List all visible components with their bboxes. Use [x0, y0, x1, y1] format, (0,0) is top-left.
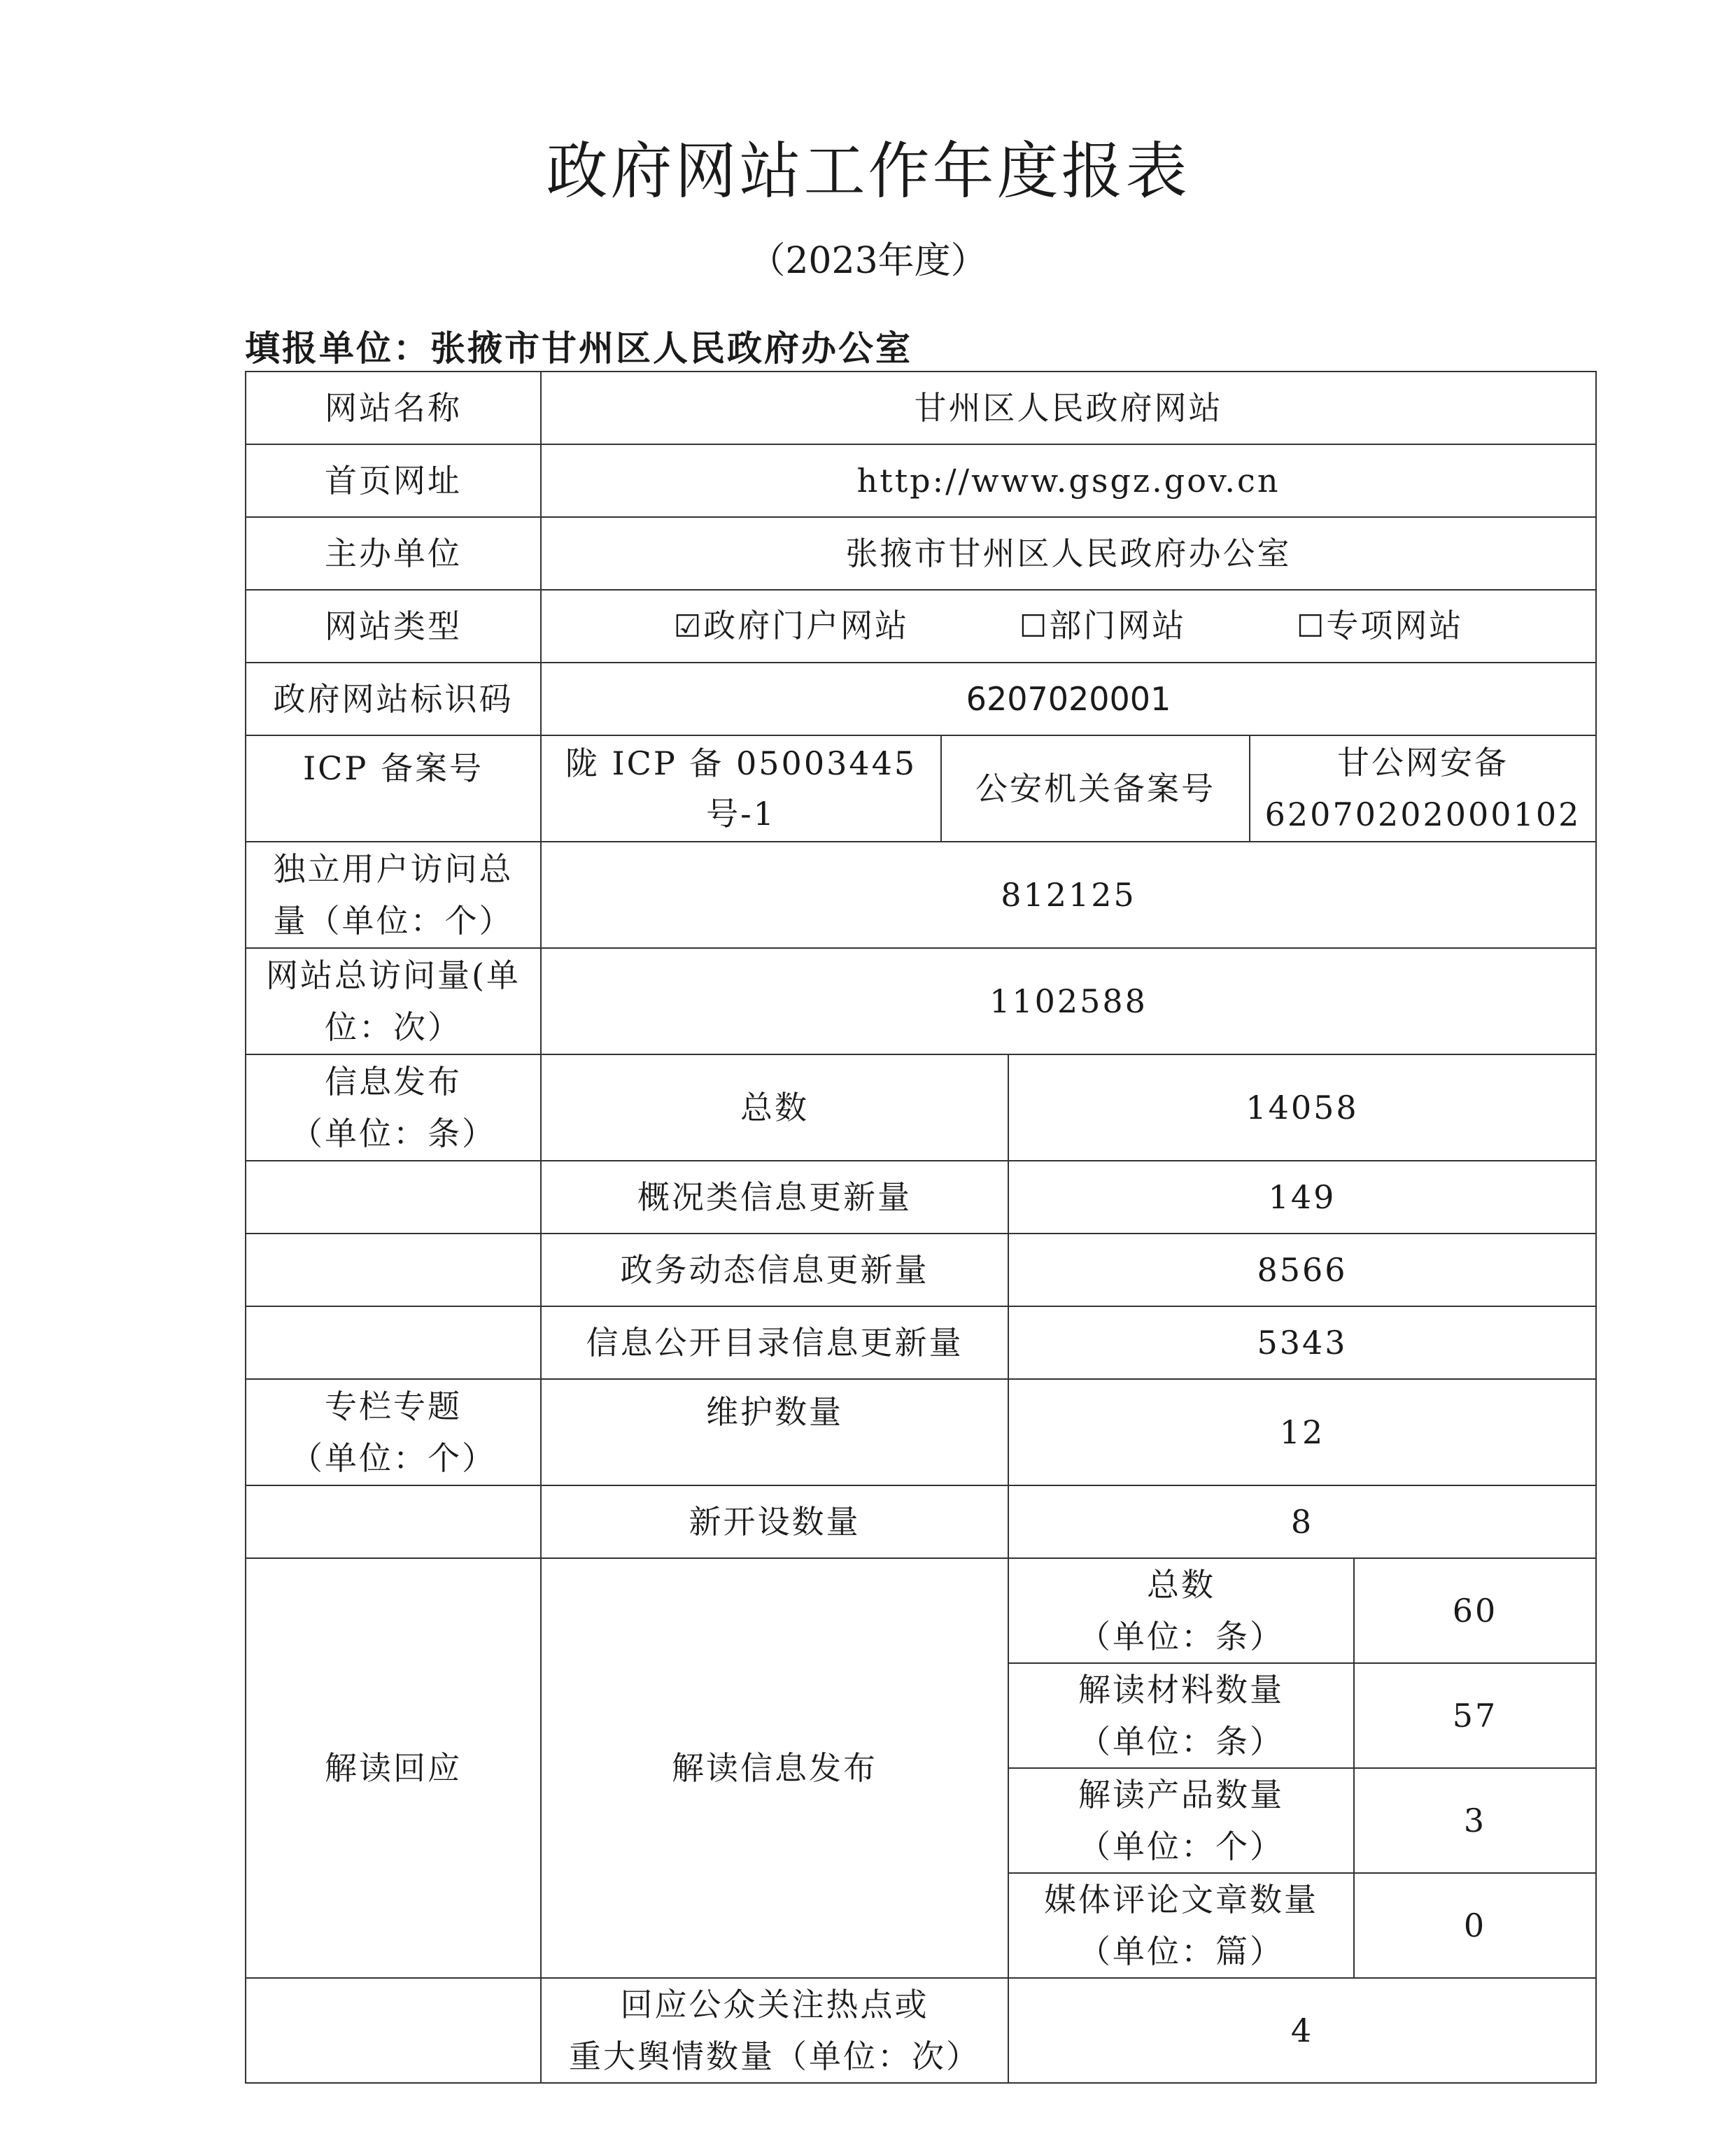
home-url-label: 首页网址 — [246, 444, 541, 517]
unchecked-box-icon: ☐ — [1296, 609, 1327, 644]
row-site-type — [246, 590, 1596, 663]
sponsor-value: 张掖市甘州区人民政府办公室 — [541, 517, 1596, 590]
police-value-line-2: 62070202000102 — [1264, 796, 1581, 833]
hotspot-label-line-1: 回应公众关注热点或 — [620, 1986, 929, 2023]
info-catalog-label: 信息公开目录信息更新量 — [541, 1306, 1008, 1379]
site-code-value: 6207020001 — [541, 663, 1596, 735]
police-value-line-1: 甘公网安备 — [1337, 744, 1509, 782]
checked-box-icon: ☑ — [673, 609, 704, 644]
info-overview-label: 概况类信息更新量 — [541, 1161, 1008, 1234]
interpretation-label: 解读回应 — [246, 1558, 541, 1978]
police-label: 公安机关备案号 — [941, 735, 1250, 842]
info-dynamics-value: 8566 — [1008, 1234, 1596, 1306]
row-home-url — [246, 444, 1596, 517]
interp-media-label-line-2: （单位：篇） — [1078, 1932, 1284, 1970]
row-interp-total — [246, 1558, 1596, 1663]
home-url-value: http://www.gsgz.gov.cn — [541, 444, 1596, 517]
site-type-option-label: 部门网站 — [1049, 607, 1187, 644]
row-unique-visitors — [246, 842, 1596, 948]
row-columns-new — [246, 1485, 1596, 1558]
page-views-label — [246, 948, 541, 1054]
interp-products-label-line-1: 解读产品数量 — [1078, 1776, 1284, 1814]
row-info-catalog — [246, 1306, 1596, 1379]
empty-cell — [246, 1306, 541, 1379]
row-columns-maintain — [246, 1379, 1596, 1485]
site-type-option-portal — [674, 600, 909, 652]
info-total-label: 总数 — [541, 1054, 1008, 1161]
row-info-dynamics — [246, 1234, 1596, 1306]
interp-products-label — [1008, 1768, 1354, 1873]
columns-new-label: 新开设数量 — [541, 1485, 1008, 1558]
unique-visitors-label-line-2: 量（单位：个） — [273, 902, 514, 940]
icp-value: 陇 ICP 备 05003445 号-1 — [541, 735, 941, 842]
row-sponsor — [246, 517, 1596, 590]
info-publish-label — [246, 1054, 541, 1161]
report-title: 政府网站工作年度报表 — [546, 135, 1190, 207]
hotspot-value: 4 — [1008, 1978, 1596, 2083]
site-name-value: 甘州区人民政府网站 — [541, 372, 1596, 444]
info-publish-label-line-1: 信息发布 — [325, 1063, 462, 1101]
columns-label-line-1: 专栏专题 — [325, 1387, 462, 1425]
site-type-option-department — [1019, 600, 1186, 652]
sponsor-label: 主办单位 — [246, 517, 541, 590]
interp-media-value: 0 — [1354, 1873, 1596, 1978]
site-type-label: 网站类型 — [246, 590, 541, 663]
site-type-options — [541, 590, 1596, 663]
site-name-label: 网站名称 — [246, 372, 541, 444]
interp-products-label-line-2: （单位：个） — [1078, 1828, 1284, 1865]
site-code-label: 政府网站标识码 — [246, 663, 541, 735]
police-value — [1250, 735, 1596, 842]
report-table — [245, 371, 1597, 2084]
empty-cell — [246, 1978, 541, 2083]
unique-visitors-label — [246, 842, 541, 948]
interp-total-value: 60 — [1354, 1558, 1596, 1663]
info-overview-value: 149 — [1008, 1161, 1596, 1234]
site-type-option-label: 专项网站 — [1326, 607, 1464, 644]
row-info-total — [246, 1054, 1596, 1161]
interp-total-label — [1008, 1558, 1354, 1663]
empty-cell — [246, 1234, 541, 1306]
page-views-value: 1102588 — [541, 948, 1596, 1054]
site-type-option-special — [1297, 600, 1463, 652]
interp-materials-label-line-1: 解读材料数量 — [1078, 1671, 1284, 1709]
row-site-code — [246, 663, 1596, 735]
columns-label — [246, 1379, 541, 1485]
unchecked-box-icon: ☐ — [1019, 609, 1050, 644]
row-site-name — [246, 372, 1596, 444]
empty-cell — [246, 1485, 541, 1558]
row-page-views — [246, 948, 1596, 1054]
page-views-label-line-2: 位：次） — [325, 1008, 462, 1046]
interp-materials-label — [1008, 1663, 1354, 1768]
columns-new-value: 8 — [1008, 1485, 1596, 1558]
row-info-overview — [246, 1161, 1596, 1234]
report-year: （2023年度） — [749, 240, 987, 282]
site-type-option-label: 政府门户网站 — [703, 607, 910, 644]
info-catalog-value: 5343 — [1008, 1306, 1596, 1379]
interp-materials-value: 57 — [1354, 1663, 1596, 1768]
columns-maintain-value: 12 — [1008, 1379, 1596, 1485]
interpretation-sub-label: 解读信息发布 — [541, 1558, 1008, 1978]
info-dynamics-label: 政务动态信息更新量 — [541, 1234, 1008, 1306]
reporting-unit: 填报单位：张掖市甘州区人民政府办公室 — [245, 328, 912, 369]
hotspot-label-line-2: 重大舆情数量（单位：次） — [569, 2037, 980, 2075]
page-views-label-line-1: 网站总访问量(单 — [266, 956, 521, 994]
info-publish-label-line-2: （单位：条） — [290, 1115, 496, 1152]
info-total-value: 14058 — [1008, 1054, 1596, 1161]
interp-materials-label-line-2: （单位：条） — [1078, 1723, 1284, 1760]
hotspot-label — [541, 1978, 1008, 2083]
columns-maintain-label: 维护数量 — [541, 1379, 1008, 1485]
interp-media-label — [1008, 1873, 1354, 1978]
icp-label: ICP 备案号 — [246, 735, 541, 842]
row-icp — [246, 735, 1596, 842]
row-hotspot — [246, 1978, 1596, 2083]
unique-visitors-label-line-1: 独立用户访问总 — [273, 850, 514, 888]
interp-total-label-line-1: 总数 — [1147, 1566, 1215, 1604]
columns-label-line-2: （单位：个） — [290, 1439, 496, 1477]
interp-total-label-line-2: （单位：条） — [1078, 1618, 1284, 1655]
interp-media-label-line-1: 媒体评论文章数量 — [1044, 1881, 1318, 1919]
empty-cell — [246, 1161, 541, 1234]
unique-visitors-value: 812125 — [541, 842, 1596, 948]
interp-products-value: 3 — [1354, 1768, 1596, 1873]
